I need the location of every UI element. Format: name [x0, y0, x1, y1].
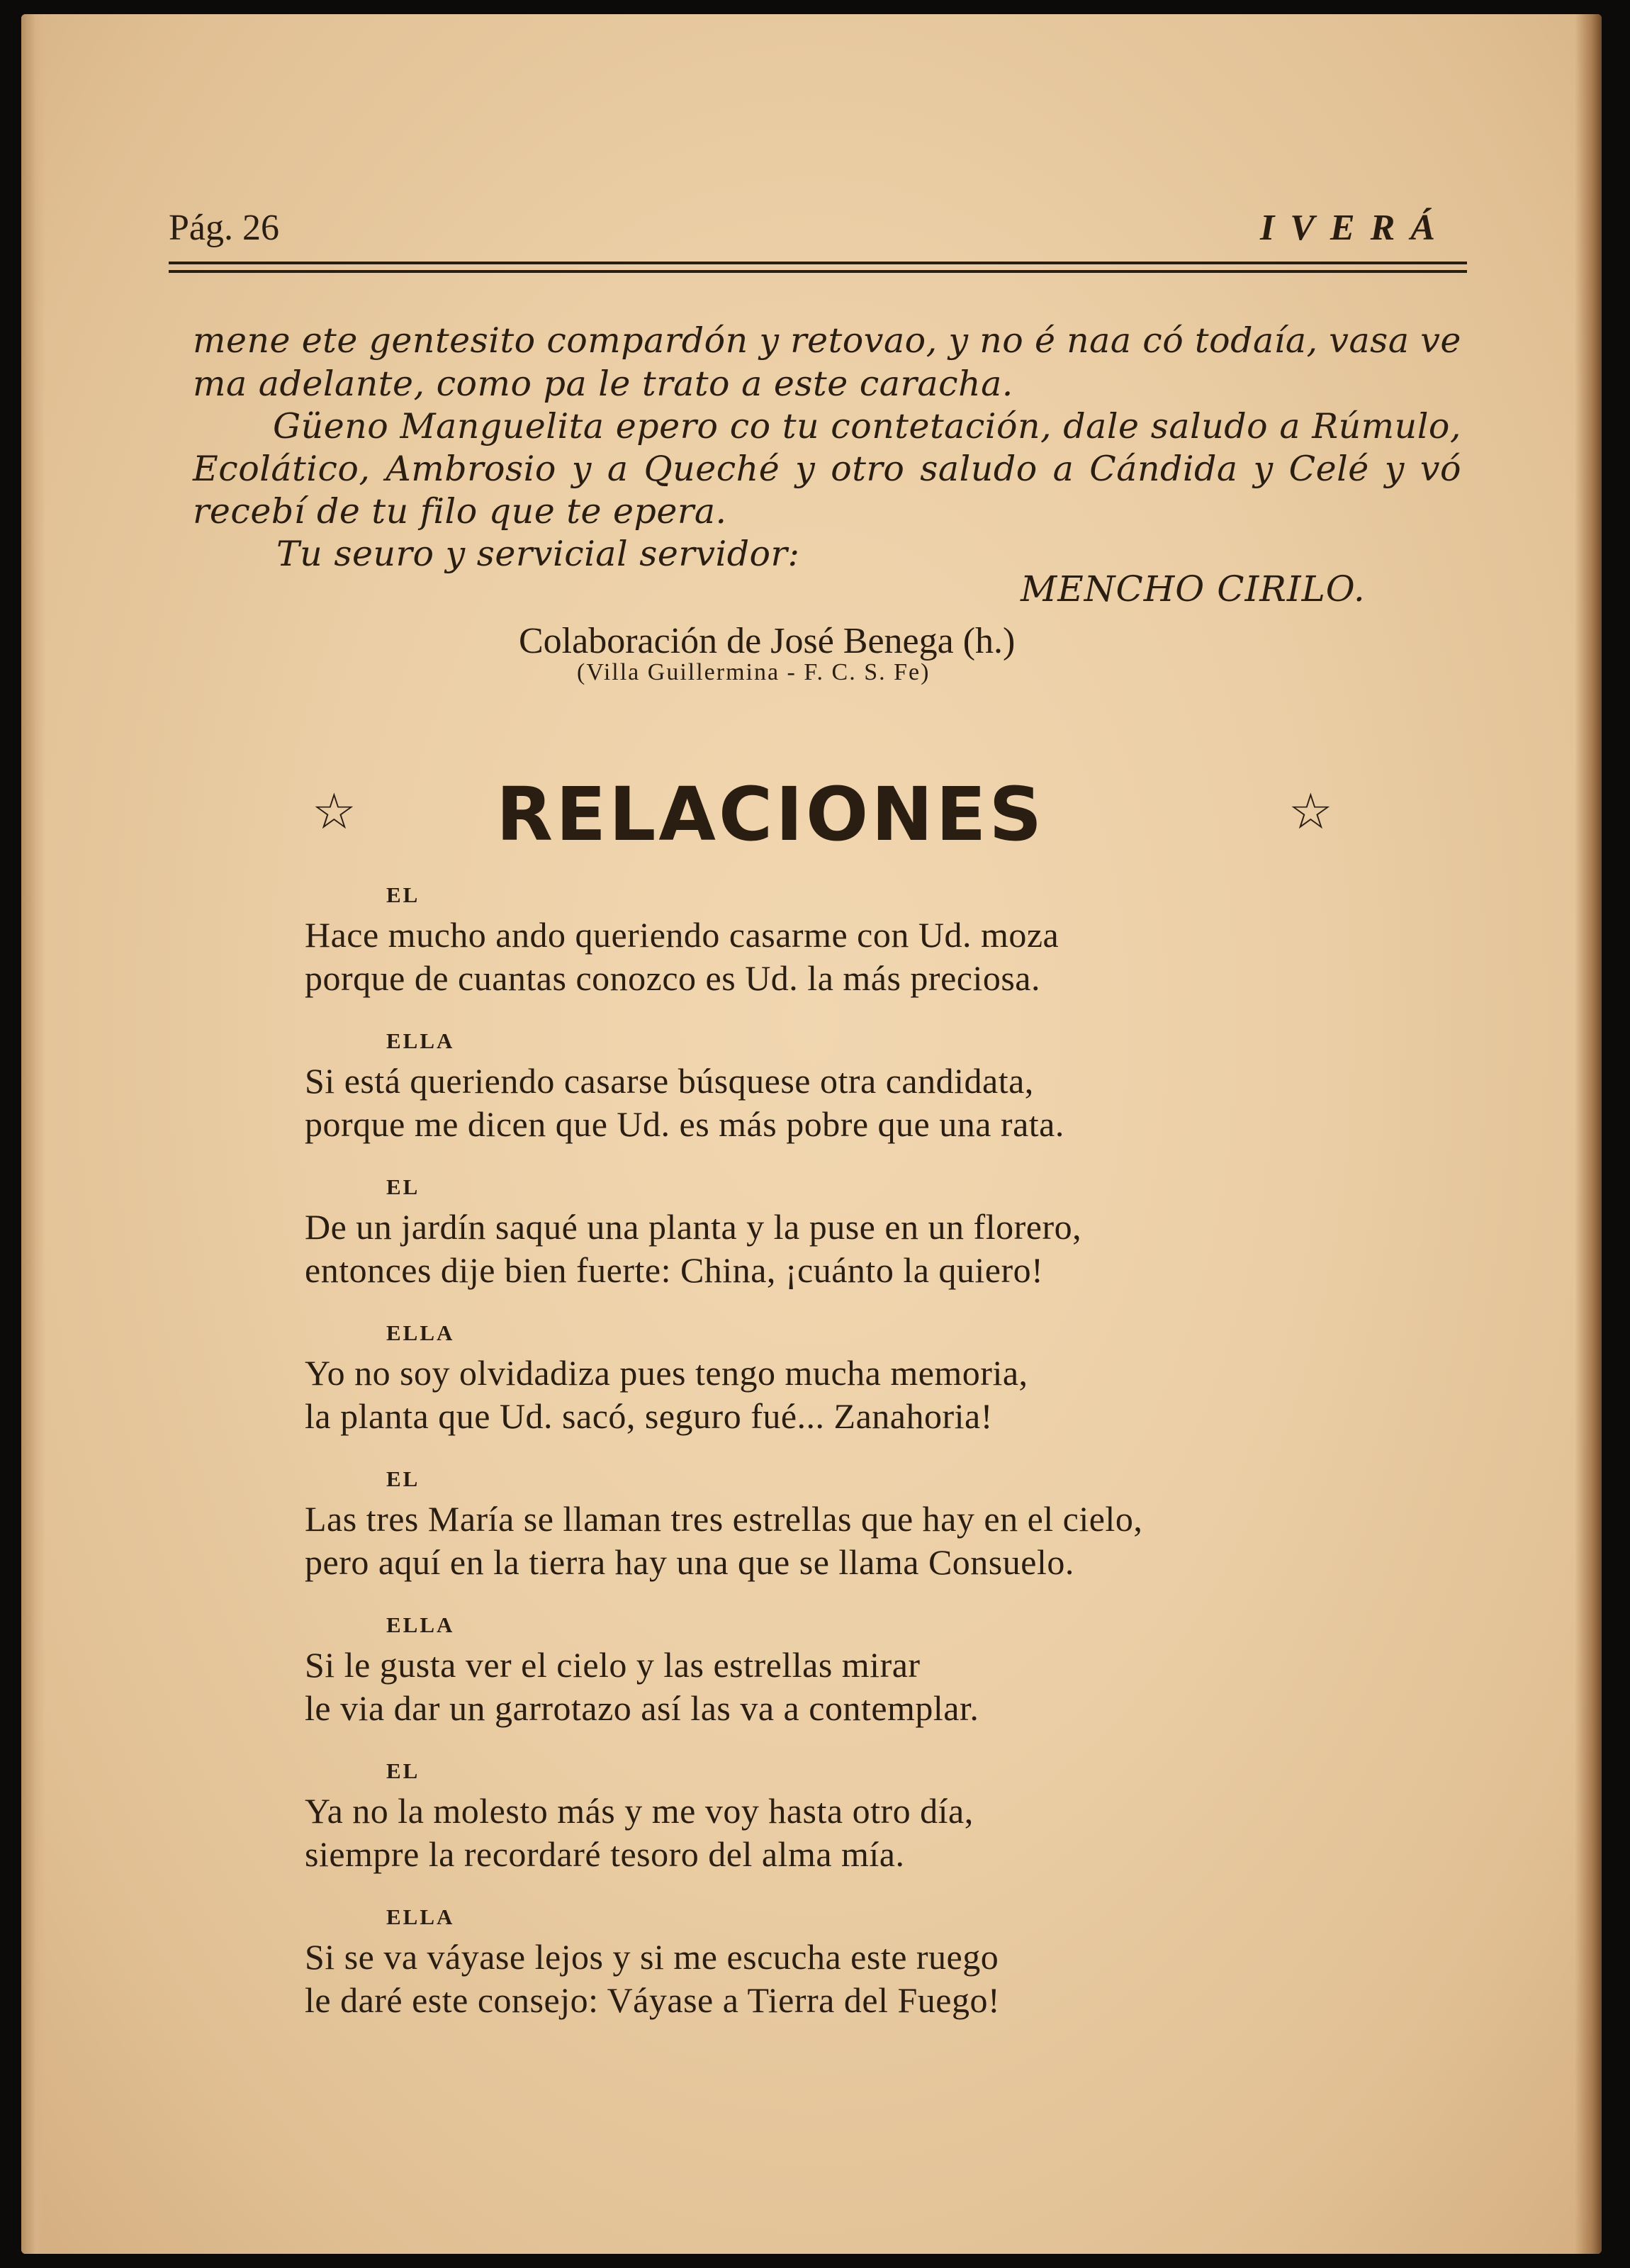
- verse-line: Hace mucho ando queriendo casarme con Ud. moza: [305, 915, 1060, 955]
- letter-line: Tu seuro y servicial servidor:: [276, 534, 800, 574]
- verse-line: porque me dicen que Ud. es más pobre que una rata.: [305, 1104, 1064, 1144]
- letter-word: otro: [831, 449, 905, 489]
- verse-line: le via dar un garrotazo así las va a contemplar.: [305, 1688, 979, 1728]
- speaker-label: EL: [386, 882, 420, 907]
- letter-word: y: [571, 449, 592, 489]
- letter-word: naa: [1067, 320, 1132, 361]
- letter-word: Ecolático,: [193, 449, 371, 489]
- letter-word: saludo: [920, 449, 1038, 489]
- star-icon: ☆: [312, 782, 356, 841]
- letter-line: [273, 406, 1461, 447]
- letter-word: vó: [1420, 449, 1461, 489]
- verse-line: De un jardín saqué una planta y la puse en un florero,: [305, 1207, 1082, 1247]
- speaker-label: EL: [386, 1466, 420, 1491]
- letter-line: [193, 320, 1461, 361]
- verse-line: Las tres María se llaman tres estrellas que hay en el cielo,: [305, 1499, 1143, 1539]
- letter-word: Manguelita: [400, 406, 605, 447]
- letter-word: saludo: [1150, 406, 1269, 447]
- speaker-label: ELLA: [386, 1612, 455, 1637]
- letter-word: retovao,: [790, 320, 938, 361]
- letter-word: no: [979, 320, 1024, 361]
- letter-word: todaía,: [1194, 320, 1318, 361]
- letter-word: compardón: [546, 320, 748, 361]
- letter-line: ma adelante, como pa le trato a este caracha.: [193, 364, 1013, 404]
- letter-word: Güeno: [273, 406, 389, 447]
- letter-word: co: [729, 406, 771, 447]
- verse-line: siempre la recordaré tesoro del alma mía.: [305, 1834, 905, 1874]
- star-icon: ☆: [1288, 782, 1333, 841]
- letter-word: có: [1142, 320, 1184, 361]
- verse-line: le daré este consejo: Váyase a Tierra del Fuego!: [305, 1980, 1001, 2020]
- letter-word: Rúmulo,: [1312, 406, 1461, 447]
- letter-word: y: [759, 320, 780, 361]
- page-edge-right: [1575, 14, 1602, 2254]
- verse-line: pero aquí en la tierra hay una que se llama Consuelo.: [305, 1542, 1074, 1582]
- speaker-label: ELLA: [386, 1028, 455, 1053]
- letter-word: tu: [782, 406, 820, 447]
- verse-line: Si le gusta ver el cielo y las estrellas mirar: [305, 1645, 921, 1685]
- letter-word: a: [1279, 406, 1301, 447]
- verse-line: Yo no soy olvidadiza pues tengo mucha memoria,: [305, 1353, 1028, 1393]
- speaker-label: ELLA: [386, 1904, 455, 1929]
- verse-line: Si está queriendo casarse búsquese otra candidata,: [305, 1061, 1034, 1101]
- header-rule-top: [169, 262, 1467, 264]
- verse-line: la planta que Ud. sacó, seguro fué... Zanahoria!: [305, 1396, 993, 1436]
- speaker-label: EL: [386, 1174, 420, 1199]
- letter-line: recebí de tu filo que te epera.: [193, 491, 727, 532]
- letter-word: epero: [615, 406, 719, 447]
- letter-word: y: [948, 320, 969, 361]
- publication-title: IVERÁ: [1260, 208, 1451, 248]
- letter-word: gentesito: [369, 320, 536, 361]
- verse-line: Si se va váyase lejos y si me escucha este ruego: [305, 1937, 999, 1977]
- speaker-label: ELLA: [386, 1320, 455, 1345]
- contribution-credit: Colaboración de José Benega (h.): [519, 621, 1016, 661]
- header-rule-bottom: [169, 270, 1467, 273]
- letter-word: mene: [193, 320, 291, 361]
- letter-word: y: [1253, 449, 1274, 489]
- letter-word: y: [795, 449, 816, 489]
- verse-line: entonces dije bien fuerte: China, ¡cuánto la quiero!: [305, 1250, 1044, 1290]
- letter-line: [193, 449, 1461, 489]
- page-number: Pág. 26: [169, 208, 279, 248]
- speaker-label: EL: [386, 1758, 420, 1783]
- contribution-location: (Villa Guillermina - F. C. S. Fe): [577, 659, 931, 685]
- letter-word: vasa: [1329, 320, 1410, 361]
- letter-word: Ambrosio: [386, 449, 556, 489]
- letter-word: Queché: [643, 449, 780, 489]
- letter-word: y: [1384, 449, 1405, 489]
- letter-word: é: [1034, 320, 1056, 361]
- letter-signature: MENCHO CIRILO.: [1021, 568, 1366, 610]
- section-title: RELACIONES: [496, 771, 1045, 858]
- letter-word: a: [1052, 449, 1074, 489]
- letter-word: ve: [1420, 320, 1461, 361]
- letter-word: Celé: [1288, 449, 1369, 489]
- verse-line: Ya no la molesto más y me voy hasta otro día,: [305, 1791, 974, 1831]
- verse-line: porque de cuantas conozco es Ud. la más preciosa.: [305, 958, 1041, 998]
- letter-word: dale: [1063, 406, 1140, 447]
- letter-word: Cándida: [1089, 449, 1238, 489]
- page-edge-left: [21, 14, 45, 2254]
- letter-word: contetación,: [831, 406, 1052, 447]
- letter-word: a: [607, 449, 629, 489]
- letter-word: ete: [301, 320, 358, 361]
